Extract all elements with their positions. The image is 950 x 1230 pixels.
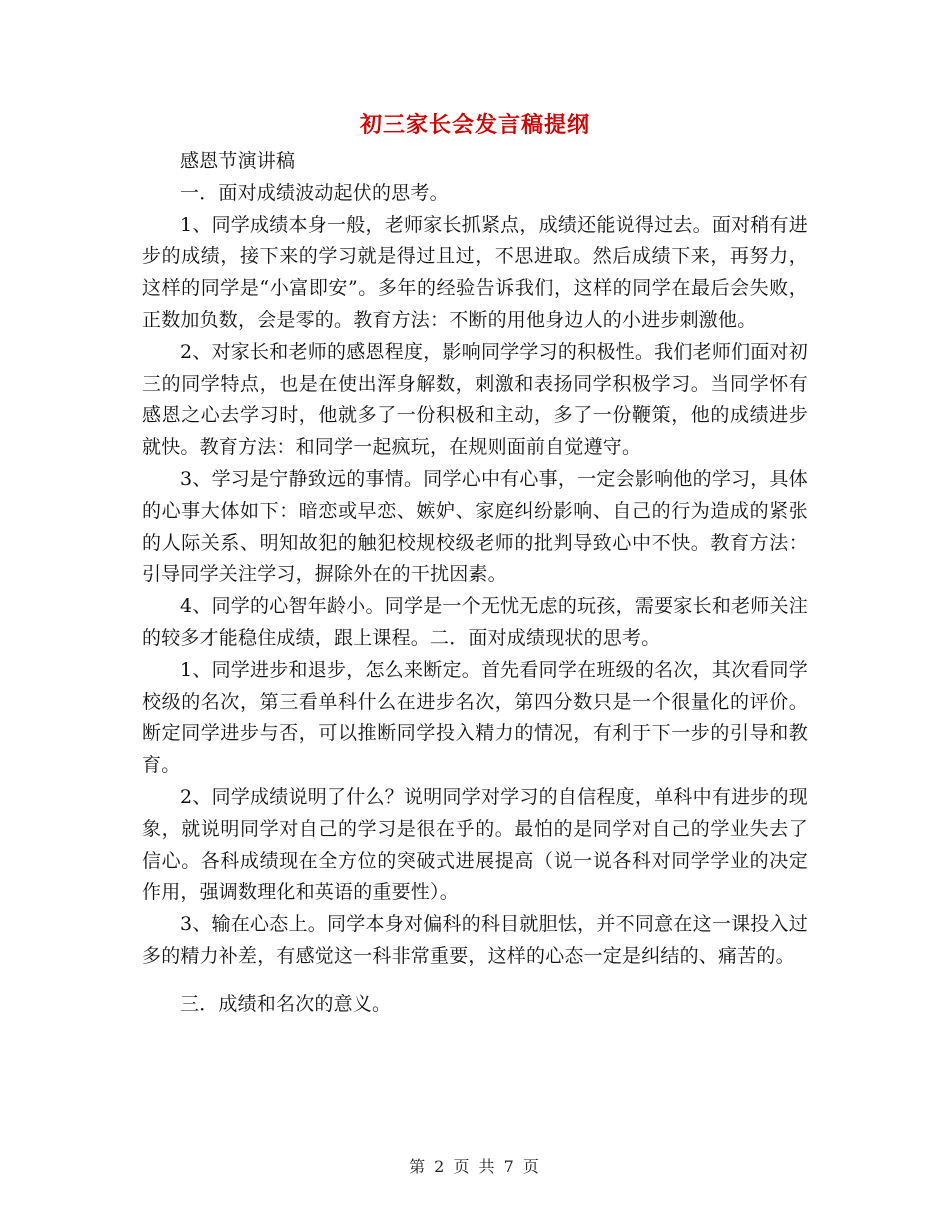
- document-body: [142, 146, 808, 1021]
- paragraph-1-1: 1、同学成绩本身一般，老师家长抓紧点，成绩还能说得过去。面对稍有进步的成绩，接下来的学习就是得过且过，不思进取。然后成绩下来，再努力，这样的同学是“小富即安”。多年的经验告诉我们，这样的同学在最后会失败，正数加负数，会是零的。教育方法：不断的用他身边人的小进步刺激他。: [142, 213, 808, 331]
- paragraph-2-1: 1、同学进步和退步，怎么来断定。首先看同学在班级的名次，其次看同学校级的名次，第三看单科什么在进步名次，第四分数只是一个很量化的评价。断定同学进步与否，可以推断同学投入精力的情况，有利于下一步的引导和教育。: [142, 658, 808, 777]
- paragraph-speech-label: 感恩节演讲稿: [180, 150, 296, 172]
- section-heading-3: 三．成绩和名次的意义。: [180, 992, 392, 1015]
- paragraph-2-2: 2、同学成绩说明了什么？说明同学对学习的自信程度，单科中有进步的现象，就说明同学对自己的学习是很在乎的。最怕的是同学对自己的学业失去了信心。各科成绩现在全方位的突破式进展提高（说一说各科对同学学业的决定作用，强调数理化和英语的重要性）。: [142, 785, 808, 904]
- section-heading-1: 一．面对成绩波动起伏的思考。: [180, 181, 449, 204]
- paragraph-1-2: 2、对家长和老师的感恩程度，影响同学学习的积极性。我们老师们面对初三的同学特点，也是在使出浑身解数，刺激和表扬同学积极学习。当同学怀有感恩之心去学习时，他就多了一份积极和主动，多了一份鞭策，他的成绩进步就快。教育方法：和同学一起疯玩，在规则面前自觉遵守。: [142, 340, 808, 459]
- paragraph-2-3: 3、输在心态上。同学本身对偏科的科目就胆怯，并不同意在这一课投入过多的精力补差，有感觉这一科非常重要，这样的心态一定是纠结的、痛苦的。: [142, 913, 808, 967]
- page-footer: 第 2 页 共 7 页: [409, 1157, 541, 1176]
- paragraph-1-3: 3、学习是宁静致远的事情。同学心中有心事，一定会影响他的学习，具体的心事大体如下：暗恋或早恋、嫉妒、家庭纠纷影响、自己的行为造成的紧张的人际关系、明知故犯的触犯校规校级老师的批判导致心中不快。教育方法：引导同学关注学习，摒除外在的干扰因素。: [142, 467, 808, 586]
- paragraph-1-4: 4、同学的心智年龄小。同学是一个无忧无虑的玩孩，需要家长和老师关注的较多才能稳住成绩，跟上课程。二．面对成绩现状的思考。: [142, 595, 808, 649]
- document-title: 初三家长会发言稿提纲: [359, 113, 590, 138]
